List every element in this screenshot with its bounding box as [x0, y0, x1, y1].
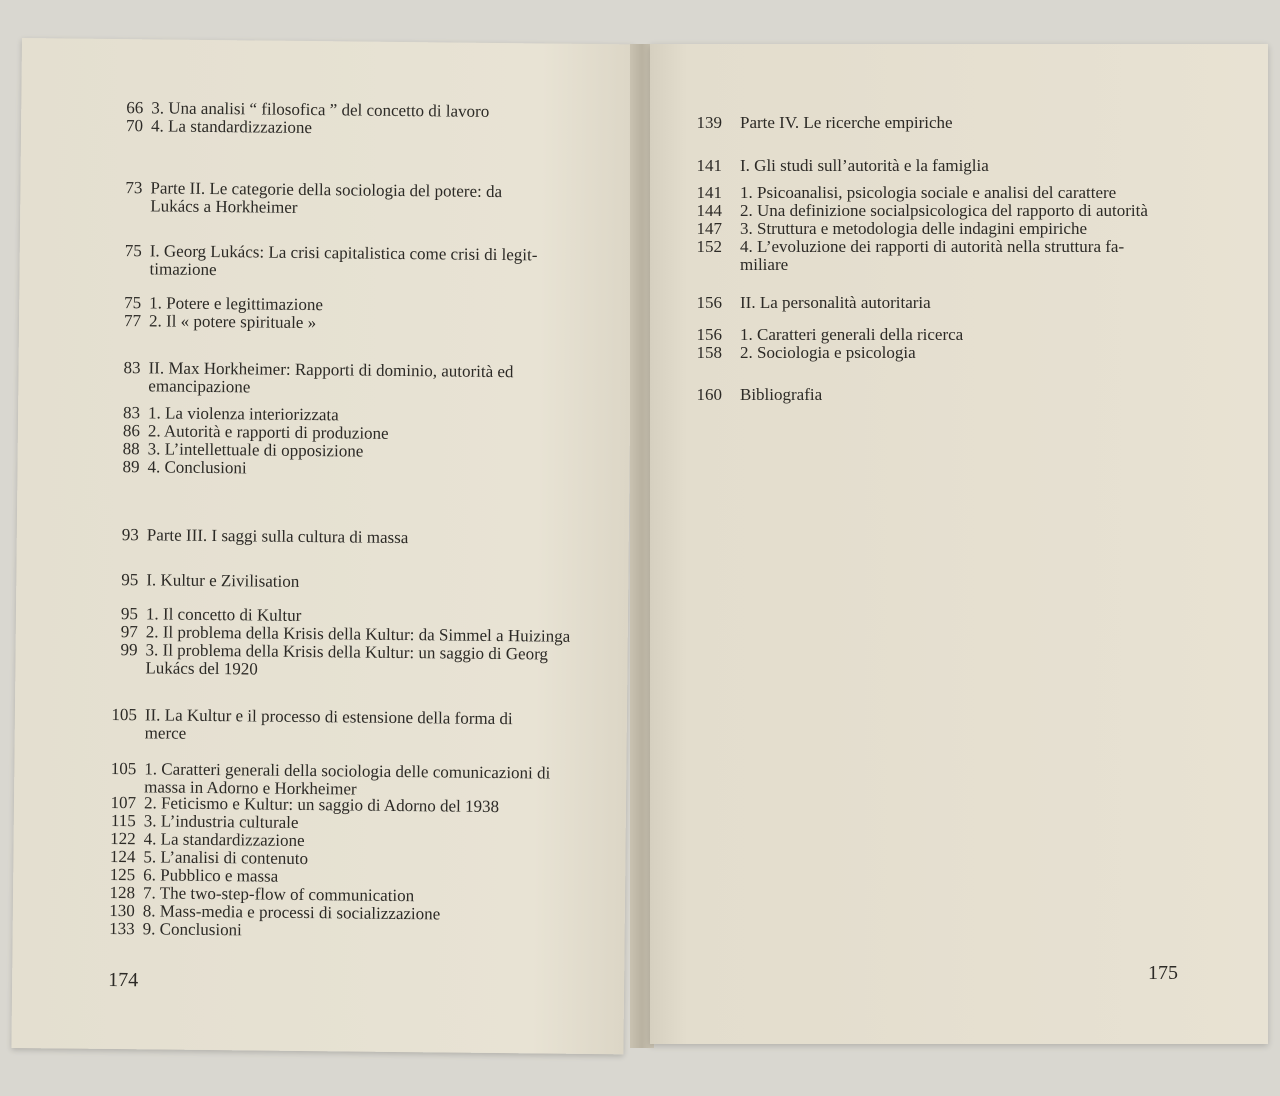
left-page — [11, 38, 634, 1054]
toc-title: 2. Una definizione socialpsicologica del rapporto di autorità — [740, 201, 1148, 220]
toc-page-number: 139 — [696, 113, 722, 132]
toc-page-number: 125 — [109, 864, 136, 885]
toc-page-number: 105 — [111, 704, 138, 725]
toc-page-number: 75 — [124, 293, 142, 313]
toc-title: 1. Potere e legittimazione — [149, 293, 324, 315]
toc-title: II. Max Horkheimer: Rapporti di dominio, autorità ed — [148, 358, 514, 382]
toc-title: 2. Autorità e rapporti di produzione — [147, 421, 389, 443]
toc-title: 8. Mass-media e processi di socializzazione — [142, 901, 441, 924]
left-toc — [22, 38, 634, 940]
toc-title: 7. The two-step-flow of communication — [142, 883, 415, 906]
toc-title-continuation: emancipazione — [148, 376, 251, 397]
toc-page-number: 89 — [122, 457, 140, 477]
toc-page-number: 124 — [109, 846, 136, 867]
toc-page-number: 133 — [109, 918, 135, 939]
toc-page-number: 115 — [110, 810, 136, 831]
toc-page-number: 144 — [696, 201, 722, 220]
toc-page-number: 73 — [125, 178, 143, 198]
toc-title: 5. L’analisi di contenuto — [143, 847, 309, 869]
toc-title: 4. La standardizzazione — [150, 116, 313, 138]
toc-title: 3. L’intellettuale di opposizione — [147, 439, 364, 461]
toc-page-number: 141 — [696, 156, 722, 175]
toc-title: II. La personalità autoritaria — [740, 293, 931, 312]
toc-title: 1. La violenza interiorizzata — [147, 403, 339, 425]
toc-title-continuation: massa in Adorno e Horkheimer — [144, 777, 357, 799]
toc-title: 1. Il concetto di Kultur — [145, 604, 302, 625]
toc-page-number: 83 — [123, 358, 141, 378]
toc-page-number: 83 — [122, 403, 141, 423]
toc-page-number: 86 — [122, 421, 140, 441]
toc-page-number: 107 — [110, 792, 137, 813]
toc-title: 4. L’evoluzione dei rapporti di autorità nella struttura fa- — [740, 237, 1125, 256]
toc-page-number: 160 — [696, 385, 722, 404]
toc-page-number: 158 — [696, 343, 722, 362]
toc-title: Parte III. I saggi sulla cultura di massa — [146, 525, 409, 548]
toc-title: 2. Feticismo e Kultur: un saggio di Adorno del 1938 — [143, 793, 500, 817]
toc-page-number: 95 — [120, 604, 139, 624]
toc-page-number: 122 — [110, 828, 136, 849]
toc-page-number: 147 — [696, 219, 722, 238]
toc-page-number: 105 — [110, 758, 137, 779]
toc-title: 2. Il « potere spirituale » — [148, 311, 317, 333]
toc-title: 4. Conclusioni — [147, 457, 247, 478]
toc-title: I. Georg Lukács: La crisi capitalistica come crisi di legit- — [149, 241, 538, 265]
toc-title: 3. Il problema della Krisis della Kultur: un saggio di Georg — [145, 640, 549, 664]
left-folio: 174 — [108, 968, 139, 992]
toc-title-continuation: Lukács del 1920 — [145, 658, 258, 679]
toc-page-number: 156 — [696, 325, 722, 344]
toc-page-number: 75 — [124, 241, 142, 261]
toc-title: 3. L’industria culturale — [143, 811, 299, 832]
toc-title: I. Kultur e Zivilisation — [146, 570, 300, 591]
toc-page-number: 95 — [121, 570, 139, 590]
toc-page-number: 152 — [696, 237, 722, 256]
toc-page-number: 70 — [125, 116, 144, 136]
toc-title: II. La Kultur e il processo di estensione della forma di — [144, 705, 513, 729]
toc-title: 6. Pubblico e massa — [143, 865, 279, 886]
toc-title: 2. Il problema della Krisis della Kultur: da Simmel a Huizinga — [145, 622, 571, 646]
toc-title: 9. Conclusioni — [142, 919, 242, 940]
toc-title: Parte IV. Le ricerche empiriche — [740, 113, 953, 132]
right-page — [650, 44, 1268, 1044]
toc-title: 2. Sociologia e psicologia — [740, 343, 916, 362]
right-folio: 175 — [1148, 962, 1178, 984]
toc-page-number: 77 — [123, 311, 142, 331]
toc-title: 3. Una analisi “ filosofica ” del concetto di lavoro — [151, 98, 490, 121]
toc-title-continuation: merce — [144, 723, 187, 743]
toc-page-number: 99 — [120, 640, 138, 660]
toc-page-number: 156 — [696, 293, 722, 312]
toc-page-number: 141 — [696, 183, 722, 202]
toc-page-number: 66 — [126, 98, 144, 118]
toc-page-number: 130 — [109, 900, 135, 921]
toc-title-continuation: Lukács a Horkheimer — [150, 196, 298, 217]
toc-title: 1. Psicoanalisi, psicologia sociale e analisi del carattere — [740, 183, 1117, 202]
toc-page-number: 97 — [120, 622, 138, 642]
toc-page-number: 88 — [122, 439, 140, 459]
toc-title-continuation: miliare — [740, 255, 789, 274]
toc-page-number: 128 — [109, 882, 136, 903]
toc-title: 1. Caratteri generali della sociologia delle comunicazioni di — [144, 759, 551, 783]
toc-title-continuation: timazione — [149, 259, 217, 280]
toc-page-number: 93 — [121, 525, 139, 545]
toc-title: 1. Caratteri generali della ricerca — [740, 325, 964, 344]
toc-title: Bibliografia — [740, 385, 823, 404]
toc-title: 4. La standardizzazione — [143, 829, 305, 851]
toc-title: I. Gli studi sull’autorità e la famiglia — [740, 156, 989, 175]
toc-title: 3. Struttura e metodologia delle indagini empiriche — [740, 219, 1087, 238]
toc-title: Parte II. Le categorie della sociologia del potere: da — [150, 178, 503, 202]
